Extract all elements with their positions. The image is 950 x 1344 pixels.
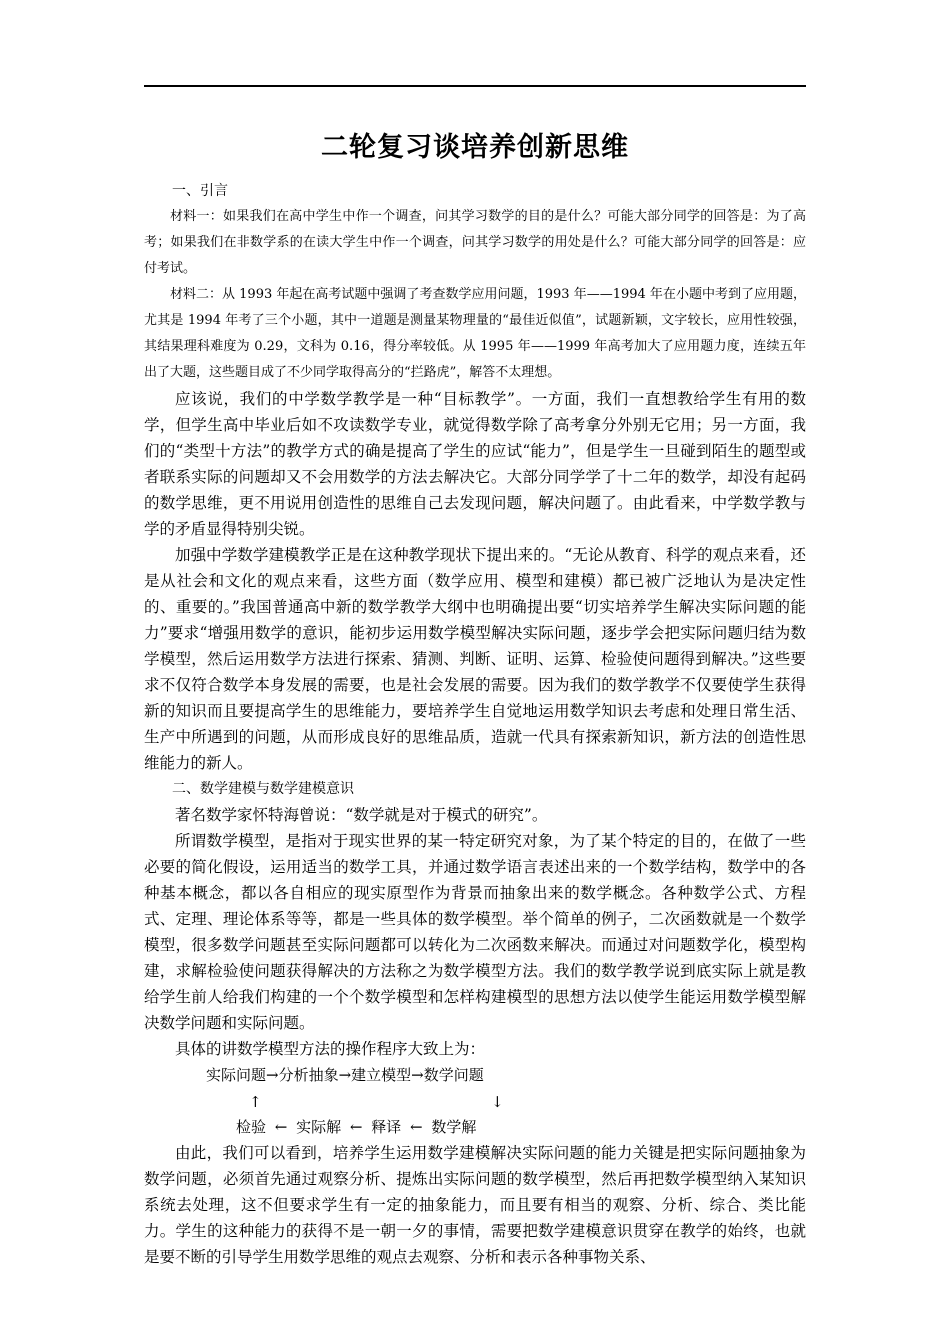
flow-bottom-row: 检验 ← 实际解 ← 释译 ← 数学解 <box>236 1118 477 1136</box>
flow-down-arrow: ↓ <box>491 1093 504 1111</box>
document-title: 二轮复习谈培养创新思维 <box>321 132 629 163</box>
modeling-flow-diagram <box>144 1062 806 1140</box>
header-rule <box>144 85 806 87</box>
section-heading-introduction: 一、引言 <box>172 183 228 199</box>
document-content <box>144 128 806 1270</box>
material-two-paragraph: 材料二：从 1993 年起在高考试题中强调了考查数学应用问题，1993 年——1994 年在小题中考到了应用题，尤其是 1994 年考了三个小题，其中一道题是测量某物理量的“最佳近似值”，试题新颖，文字较长，应用性较强，其结果理科难度为 0.29，文科为 0.16，得分率较低。从 1995 年——1999 年高考加大了应用题力度，连续五年出了大题，这些题目成了不少同学取得高分的“拦路虎”，解答不太理想。 <box>144 287 806 380</box>
body-paragraph-2: 加强中学数学建模教学正是在这种教学现状下提出来的。“无论从教育、科学的观点来看，还是从社会和文化的观点来看，这些方面（数学应用、模型和建模）都已被广泛地认为是决定性的、重要的。”我国普通高中新的数学教学大纲中也明确提出要“切实培养学生解决实际问题的能力”要求“增强用数学的意识，能初步运用数学模型解决实际问题，逐步学会把实际问题归结为数学模型，然后运用数学方法进行探索、猜测、判断、证明、运算、检验使问题得到解决。”这些要求不仅符合数学本身发展的需要，也是社会发展的需要。因为我们的数学教学不仅要使学生获得新的知识而且要提高学生的思维能力，要培养学生自觉地运用数学知识去考虑和处理日常生活、生产中所遇到的问题，从而形成良好的思维品质，造就一代具有探索新知识，新方法的创造性思维能力的新人。 <box>144 546 806 772</box>
flow-top-row: 实际问题→分析抽象→建立模型→数学问题 <box>206 1066 484 1084</box>
body-paragraph-5: 具体的讲数学模型方法的操作程序大致上为： <box>175 1040 486 1058</box>
body-paragraph-1: 应该说，我们的中学数学教学是一种“目标教学”。一方面，我们一直想教给学生有用的数学，但学生高中毕业后如不攻读数学专业，就觉得数学除了高考拿分外别无它用；另一方面，我们的“类型十方法”的教学方式的确是提高了学生的应试“能力”，但是学生一旦碰到陌生的题型或者联系实际的问题却又不会用数学的方法去解决它。大部分同学学了十二年的数学，却没有起码的数学思维，更不用说用创造性的思维自己去发现问题，解决问题了。由此看来，中学数学教与学的矛盾显得特别尖锐。 <box>144 390 806 538</box>
body-paragraph-3: 著名数学家怀特海曾说：“数学就是对于模式的研究”。 <box>175 806 548 824</box>
body-paragraph-4: 所谓数学模型，是指对于现实世界的某一特定研究对象，为了某个特定的目的，在做了一些必要的简化假设，运用适当的数学工具，并通过数学语言表述出来的一个数学结构，数学中的各种基本概念，都以各自相应的现实原型作为背景而抽象出来的数学概念。各种数学公式、方程式、定理、理论体系等等，都是一些具体的数学模型。举个简单的例子，二次函数就是一个数学模型，很多数学问题甚至实际问题都可以转化为二次函数来解决。而通过对问题数学化，模型构建，求解检验使问题获得解决的方法称之为数学模型方法。我们的数学教学说到底实际上就是教给学生前人给我们构建的一个个数学模型和怎样构建模型的思想方法以使学生能运用数学模型解决数学问题和实际问题。 <box>144 832 806 1032</box>
flow-up-arrow: ↑ <box>249 1093 262 1111</box>
section-heading-modeling: 二、数学建模与数学建模意识 <box>172 781 354 797</box>
material-one-paragraph: 材料一：如果我们在高中学生中作一个调查，问其学习数学的目的是什么？可能大部分同学的回答是：为了高考；如果我们在非数学系的在读大学生中作一个调查，问其学习数学的用处是什么？可能大部分同学的回答是：应付考试。 <box>144 209 806 276</box>
body-paragraph-6: 由此，我们可以看到，培养学生运用数学建模解决实际问题的能力关键是把实际问题抽象为数学问题，必须首先通过观察分析、提炼出实际问题的数学模型，然后再把数学模型纳入某知识系统去处理，这不但要求学生有一定的抽象能力，而且要有相当的观察、分析、综合、类比能力。学生的这种能力的获得不是一朝一夕的事情，需要把数学建模意识贯穿在教学的始终，也就是要不断的引导学生用数学思维的观点去观察、分析和表示各种事物关系、 <box>144 1144 806 1266</box>
